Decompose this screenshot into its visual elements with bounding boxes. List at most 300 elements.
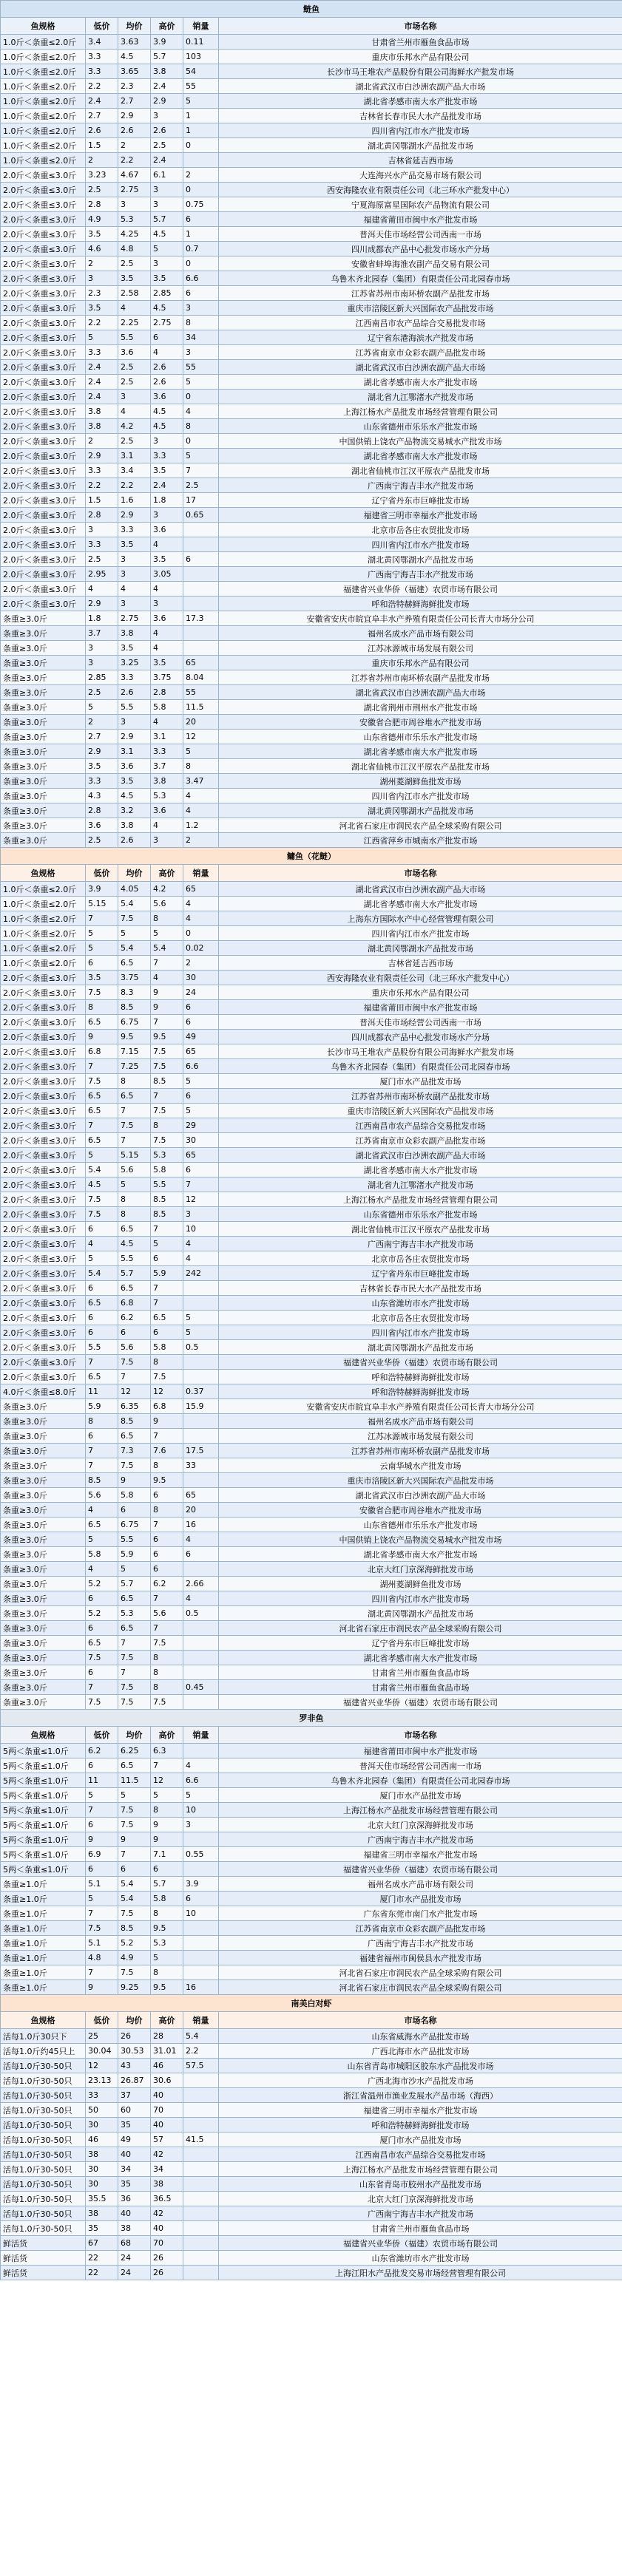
spec-cell: 条重≥3.0斤 [1,1606,86,1621]
spec-cell: 2.0斤＜条重≤3.0斤 [1,985,86,1000]
value-cell: 4 [183,404,219,419]
table-row [1,956,622,971]
value-cell: 8 [151,911,183,926]
value-cell: 7.5 [118,1803,151,1818]
value-cell: 38 [118,2221,151,2236]
value-cell: 3.4 [86,35,118,50]
value-cell: 6.5 [86,1636,118,1651]
value-cell: 7.5 [86,1207,118,1222]
value-cell: 6 [118,1503,151,1518]
spec-cell: 条重≥3.0斤 [1,1695,86,1710]
spec-cell: 条重≥3.0斤 [1,1591,86,1606]
value-cell: 7 [151,1518,183,1532]
column-header: 市场名称 [219,2012,622,2029]
value-cell: 5 [183,94,219,109]
market-name-cell: 福州名成水产品市场有限公司 [219,1877,622,1892]
value-cell: 38 [86,2206,118,2221]
spec-cell: 1.0斤＜条重≤2.0斤 [1,35,86,50]
spec-cell: 2.0斤＜条重≤3.0斤 [1,183,86,197]
value-cell: 3.8 [151,774,183,789]
value-cell: 55 [183,79,219,94]
value-cell: 5.3 [151,789,183,803]
value-cell: 11.5 [183,700,219,715]
value-cell: 2.4 [86,375,118,390]
value-cell [183,2162,219,2177]
market-name-cell: 吉林省长春市民大水产品批发市场 [219,1281,622,1296]
value-cell: 6 [86,1758,118,1773]
value-cell [183,2118,219,2132]
value-cell: 5.7 [151,1877,183,1892]
market-name-cell: 中国供销上饶农产品物流交易城水产批发市场 [219,434,622,449]
value-cell: 6 [86,1281,118,1296]
table-row [1,626,622,641]
spec-cell: 1.0斤＜条重≤2.0斤 [1,882,86,897]
spec-cell: 5两＜条重≤1.0斤 [1,1758,86,1773]
value-cell [183,2192,219,2206]
value-cell [183,1832,219,1847]
value-cell: 4 [118,404,151,419]
market-name-cell: 安徽省安庆市皖宜阜丰水产养殖有限责任公司长青大市场分公司 [219,611,622,626]
spec-cell: 2.0斤＜条重≤3.0斤 [1,1015,86,1030]
value-cell: 3.1 [118,449,151,463]
value-cell: 5.15 [118,1148,151,1163]
market-name-cell: 中国供销上饶农产品物流交易城水产批发市场 [219,1532,622,1547]
spec-cell: 1.0斤＜条重≤2.0斤 [1,109,86,123]
section-1 [1,848,622,1710]
value-cell: 2.2 [118,153,151,168]
value-cell: 3 [183,1207,219,1222]
market-name-cell: 安徽省合肥市周谷堆水产批发市场 [219,715,622,730]
value-cell: 7 [151,1015,183,1030]
value-cell: 4.5 [151,227,183,242]
spec-cell: 2.0斤＜条重≤3.0斤 [1,375,86,390]
table-row [1,2132,622,2147]
table-row [1,434,622,449]
value-cell: 7 [118,1370,151,1384]
value-cell: 103 [183,50,219,64]
market-name-cell: 山东省潍坊市水产批发市场 [219,1296,622,1311]
value-cell: 9.25 [118,1980,151,1995]
value-cell: 9 [118,1832,151,1847]
value-cell: 54 [183,64,219,79]
spec-cell: 条重≥3.0斤 [1,611,86,626]
table-row [1,1695,622,1710]
value-cell: 35.5 [86,2192,118,2206]
market-name-cell: 广西南宁海吉丰水产批发市场 [219,1832,622,1847]
value-cell: 5.4 [118,1892,151,1906]
spec-cell: 2.0斤＜条重≤3.0斤 [1,1133,86,1148]
value-cell: 23.13 [86,2073,118,2088]
value-cell: 3.05 [151,567,183,582]
spec-cell: 2.0斤＜条重≤3.0斤 [1,316,86,330]
spec-cell: 条重≥3.0斤 [1,833,86,848]
spec-cell: 2.0斤＜条重≤3.0斤 [1,537,86,552]
value-cell: 4.2 [118,419,151,434]
value-cell: 5 [86,1251,118,1266]
value-cell: 35 [118,2118,151,2132]
spec-cell: 2.0斤＜条重≤3.0斤 [1,1118,86,1133]
value-cell: 5.2 [86,1577,118,1591]
value-cell [183,1921,219,1936]
value-cell: 6.25 [118,1744,151,1758]
value-cell: 67 [86,2236,118,2251]
value-cell: 7 [118,1636,151,1651]
spec-cell: 2.0斤＜条重≤3.0斤 [1,212,86,227]
value-cell: 46 [151,2059,183,2073]
value-cell: 3.65 [118,64,151,79]
spec-cell: 1.0斤＜条重≤2.0斤 [1,897,86,911]
value-cell: 30 [183,1133,219,1148]
value-cell [183,1414,219,1429]
value-cell: 8 [183,419,219,434]
value-cell [183,626,219,641]
value-cell: 2.6 [151,360,183,375]
market-name-cell: 湖北省九江鄂渚水产批发市场 [219,1177,622,1192]
value-cell: 8.5 [118,1000,151,1015]
value-cell [183,537,219,552]
value-cell: 7.5 [151,1044,183,1059]
value-cell [183,1951,219,1965]
spec-cell: 条重≥3.0斤 [1,1503,86,1518]
value-cell: 9.5 [151,1473,183,1488]
table-row [1,656,622,670]
value-cell: 8 [151,1355,183,1370]
market-name-cell: 湖北黄冈鄂湖水产品批发市场 [219,1606,622,1621]
spec-cell: 5两＜条重≤1.0斤 [1,1788,86,1803]
market-name-cell: 湖北省武汉市白沙洲农副产品大市场 [219,360,622,375]
table-row [1,1803,622,1818]
table-row [1,2192,622,2206]
value-cell: 5 [118,1788,151,1803]
value-cell: 24 [118,2251,151,2266]
value-cell: 5.4 [118,1877,151,1892]
value-cell: 65 [183,882,219,897]
value-cell: 7.5 [118,1458,151,1473]
value-cell: 0 [183,183,219,197]
value-cell: 38 [86,2147,118,2162]
value-cell: 2.25 [118,316,151,330]
value-cell: 7.3 [118,1444,151,1458]
market-name-cell: 湖北省武汉市白沙洲农副产品大市场 [219,1148,622,1163]
value-cell: 9 [86,1980,118,1995]
table-row [1,1577,622,1591]
value-cell: 0 [183,434,219,449]
value-cell: 1.5 [86,138,118,153]
market-name-cell: 湖北省孝感市南大水产批发市场 [219,375,622,390]
spec-cell: 1.0斤＜条重≤2.0斤 [1,153,86,168]
table-row [1,109,622,123]
value-cell: 2.5 [118,434,151,449]
value-cell: 7.5 [86,1192,118,1207]
market-name-cell: 福建省兴业华侨（福建）农贸市场有限公司 [219,1695,622,1710]
value-cell: 2.5 [118,256,151,271]
value-cell [183,2147,219,2162]
value-cell: 8 [151,1458,183,1473]
value-cell [183,2236,219,2251]
spec-cell: 条重≥1.0斤 [1,1936,86,1951]
value-cell: 2.5 [86,833,118,848]
value-cell: 3.6 [151,390,183,404]
value-cell: 3 [151,109,183,123]
table-row [1,882,622,897]
market-name-cell: 浙江省温州市渔业发展水产品市场（海西） [219,2088,622,2103]
table-row [1,1965,622,1980]
value-cell: 2.9 [86,449,118,463]
market-name-cell: 广西南宁海吉丰水产批发市场 [219,567,622,582]
value-cell: 17.5 [183,1444,219,1458]
spec-cell: 2.0斤＜条重≤3.0斤 [1,1074,86,1089]
value-cell: 2.66 [183,1577,219,1591]
value-cell: 5 [183,744,219,759]
value-cell: 7 [151,1222,183,1237]
market-name-cell: 甘肃省兰州市雁鱼食品市场 [219,2221,622,2236]
spec-cell: 2.0斤＜条重≤3.0斤 [1,1148,86,1163]
value-cell: 3 [151,597,183,611]
value-cell [183,2221,219,2236]
value-cell: 6.5 [118,1089,151,1104]
spec-cell: 活每1.0斤30只下 [1,2029,86,2044]
table-row [1,1177,622,1192]
spec-cell: 2.0斤＜条重≤3.0斤 [1,1104,86,1118]
value-cell: 2.75 [118,183,151,197]
value-cell: 4 [86,1237,118,1251]
value-cell: 42 [151,2147,183,2162]
market-name-cell: 湖北省仙桃市江汉平原农产品批发市场 [219,759,622,774]
market-name-cell: 湖北省九江鄂渚水产批发市场 [219,390,622,404]
table-row [1,2221,622,2236]
value-cell: 7 [86,1965,118,1980]
value-cell: 6.35 [118,1399,151,1414]
value-cell: 1 [183,123,219,138]
header-row [1,18,622,35]
value-cell: 22 [86,2251,118,2266]
value-cell: 9 [151,1414,183,1429]
value-cell: 3.9 [151,35,183,50]
value-cell: 3.5 [118,271,151,286]
value-cell: 28 [151,2029,183,2044]
value-cell: 11 [86,1384,118,1399]
value-cell: 2.85 [151,286,183,301]
value-cell: 3 [151,256,183,271]
market-name-cell: 四川省内江市水产批发市场 [219,1591,622,1606]
market-name-cell: 普洱天佳市场经营公司西南一市场 [219,1015,622,1030]
market-name-cell: 呼和浩特赫鲜海鲜批发市场 [219,1370,622,1384]
spec-cell: 条重≥3.0斤 [1,1636,86,1651]
value-cell: 2.9 [86,744,118,759]
value-cell: 5 [86,1148,118,1163]
value-cell: 6.5 [118,1429,151,1444]
table-row [1,641,622,656]
value-cell: 6 [86,1325,118,1340]
table-row [1,1636,622,1651]
value-cell: 2.5 [183,478,219,493]
market-name-cell: 普洱天佳市场经营公司西南一市场 [219,1758,622,1773]
market-name-cell: 北京大红门京深海鲜批发市场 [219,1818,622,1832]
value-cell: 6.5 [118,1758,151,1773]
market-name-cell: 吉林省延吉西市场 [219,153,622,168]
value-cell: 17.3 [183,611,219,626]
value-cell: 7.5 [151,1133,183,1148]
table-row [1,286,622,301]
market-name-cell: 吉林省延吉西市场 [219,956,622,971]
value-cell: 4 [151,818,183,833]
table-row [1,1133,622,1148]
value-cell: 3.6 [118,345,151,360]
value-cell [183,1296,219,1311]
value-cell: 3.3 [151,744,183,759]
value-cell: 10 [183,1803,219,1818]
table-row [1,449,622,463]
value-cell: 9 [86,1832,118,1847]
table-row [1,1192,622,1207]
table-row [1,404,622,419]
table-row [1,316,622,330]
table-row [1,537,622,552]
spec-cell: 2.0斤＜条重≤3.0斤 [1,404,86,419]
market-name-cell: 广西南宁海吉丰水产批发市场 [219,1237,622,1251]
table-row [1,212,622,227]
table-row [1,1862,622,1877]
value-cell: 6 [151,1532,183,1547]
table-row [1,1606,622,1621]
value-cell: 3.6 [86,818,118,833]
value-cell: 9.5 [151,1921,183,1936]
market-name-cell: 湖州菱湖鲜鱼批发市场 [219,1577,622,1591]
value-cell: 3.3 [118,670,151,685]
value-cell: 4 [151,971,183,985]
value-cell: 6.8 [118,1296,151,1311]
value-cell: 16 [183,1980,219,1995]
market-name-cell: 厦门市水产品批发市场 [219,1788,622,1803]
value-cell: 17 [183,493,219,508]
market-name-cell: 重庆市涪陵区新大兴国际农产品批发市场 [219,1473,622,1488]
value-cell: 6 [151,1862,183,1877]
table-row [1,271,622,286]
spec-cell: 条重≥1.0斤 [1,1980,86,1995]
market-name-cell: 湖北省孝感市南大水产批发市场 [219,897,622,911]
value-cell: 7 [183,1177,219,1192]
value-cell: 3 [86,656,118,670]
market-name-cell: 福建省福州市闽侯县水产批发市场 [219,1951,622,1965]
value-cell: 8 [183,316,219,330]
value-cell: 3.5 [86,227,118,242]
table-row [1,971,622,985]
value-cell: 5.5 [151,1177,183,1192]
value-cell: 57 [151,2132,183,2147]
value-cell: 4.8 [118,242,151,256]
value-cell: 2.4 [86,94,118,109]
value-cell: 6.5 [86,1296,118,1311]
spec-cell: 2.0斤＜条重≤3.0斤 [1,449,86,463]
column-header: 销量 [183,1727,219,1744]
value-cell: 7 [86,1906,118,1921]
spec-cell: 2.0斤＜条重≤3.0斤 [1,1207,86,1222]
spec-cell: 2.0斤＜条重≤3.0斤 [1,1296,86,1311]
value-cell: 8.5 [118,1921,151,1936]
value-cell: 40 [151,2088,183,2103]
table-row [1,1429,622,1444]
value-cell: 3 [151,508,183,523]
spec-cell: 2.0斤＜条重≤3.0斤 [1,242,86,256]
table-row [1,1384,622,1399]
table-row [1,1237,622,1251]
value-cell: 7.5 [151,1104,183,1118]
table-row [1,2029,622,2044]
value-cell: 2.9 [118,109,151,123]
value-cell: 41.5 [183,2132,219,2147]
value-cell: 5.4 [183,2029,219,2044]
value-cell: 0.11 [183,35,219,50]
value-cell: 5 [118,1562,151,1577]
value-cell: 3.5 [151,552,183,567]
spec-cell: 1.0斤＜条重≤2.0斤 [1,123,86,138]
column-header: 鱼规格 [1,18,86,35]
value-cell: 4 [183,1251,219,1266]
value-cell: 2.4 [151,478,183,493]
table-row [1,183,622,197]
table-row [1,242,622,256]
value-cell: 3 [86,523,118,537]
table-row [1,1444,622,1458]
value-cell: 6 [86,1818,118,1832]
value-cell: 30.04 [86,2044,118,2059]
market-name-cell: 湖北省武汉市白沙洲农副产品大市场 [219,882,622,897]
table-row [1,582,622,597]
value-cell: 7.5 [118,1695,151,1710]
value-cell: 2.2 [118,478,151,493]
table-row [1,1651,622,1665]
value-cell: 7.5 [151,1636,183,1651]
spec-cell: 2.0斤＜条重≤3.0斤 [1,301,86,316]
value-cell: 3.5 [86,301,118,316]
value-cell: 5 [151,242,183,256]
value-cell: 4 [151,345,183,360]
value-cell: 3.2 [118,803,151,818]
column-header: 均价 [118,1727,151,1744]
value-cell: 3.3 [86,64,118,79]
value-cell: 1 [183,109,219,123]
table-row [1,523,622,537]
value-cell [183,2251,219,2266]
value-cell: 5.5 [118,1532,151,1547]
table-row [1,552,622,567]
value-cell: 7 [151,1621,183,1636]
value-cell: 12 [86,2059,118,2073]
spec-cell: 2.0斤＜条重≤3.0斤 [1,1340,86,1355]
value-cell: 3.47 [183,774,219,789]
market-name-cell: 福建省兴业华侨（福建）农贸市场有限公司 [219,2236,622,2251]
value-cell: 4.05 [118,882,151,897]
table-row [1,1744,622,1758]
value-cell: 0 [183,256,219,271]
value-cell: 3.23 [86,168,118,183]
value-cell [183,2206,219,2221]
value-cell: 2.7 [86,730,118,744]
table-row [1,1503,622,1518]
market-name-cell: 厦门市水产品批发市场 [219,1892,622,1906]
table-row [1,774,622,789]
value-cell: 0 [183,926,219,941]
value-cell: 2.2 [86,478,118,493]
column-header: 低价 [86,18,118,35]
table-row [1,2162,622,2177]
market-name-cell: 江苏省苏州市南环桥农副产品批发市场 [219,286,622,301]
value-cell: 3.8 [86,404,118,419]
table-row [1,1089,622,1104]
spec-cell: 2.0斤＜条重≤3.0斤 [1,1089,86,1104]
value-cell: 5 [86,700,118,715]
table-row [1,1414,622,1429]
